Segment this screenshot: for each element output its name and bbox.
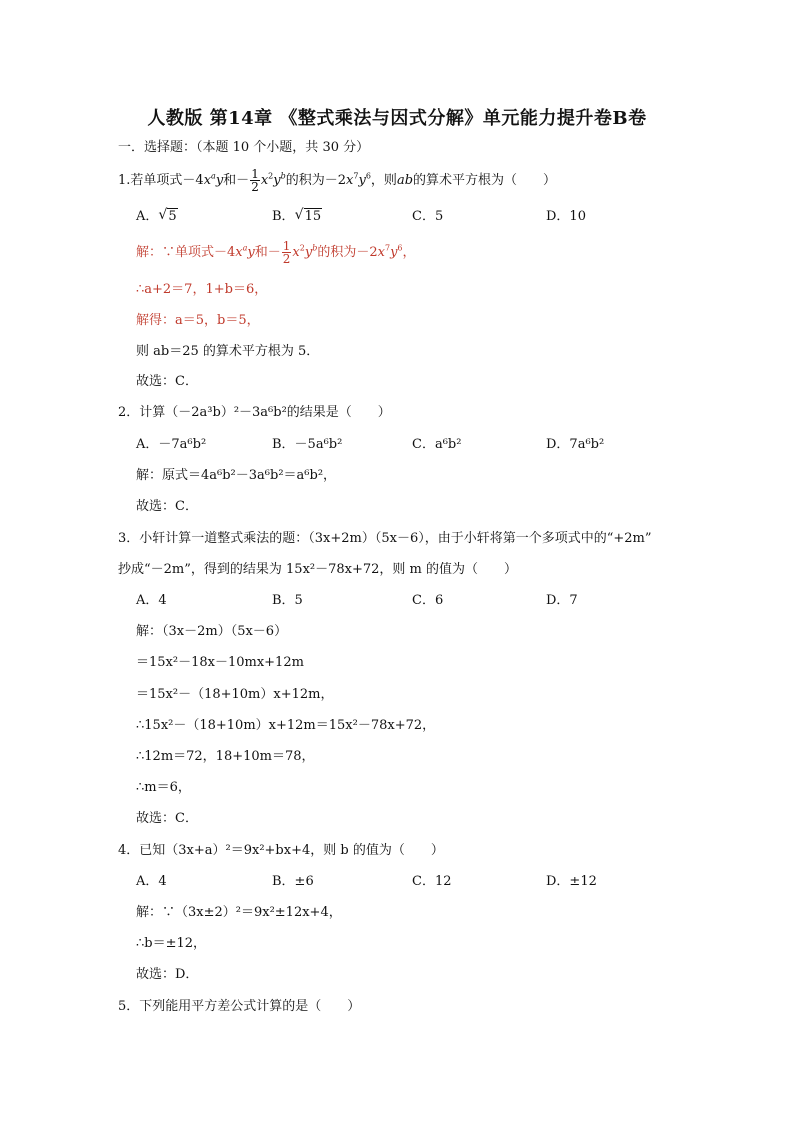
solution-line: ∴15x²－（18+10m）x+12m＝15x²－78x+72， — [136, 718, 436, 733]
sqrt-symbol: √ 5 — [158, 207, 177, 224]
solution-line: ∴b＝±12， — [136, 936, 207, 951]
question-4-stem: 4．已知（3x+a）²＝9x²+bx+4，则 b 的值为（ ） — [118, 843, 444, 858]
solution-line: 解得：a＝5，b＝5， — [136, 313, 260, 328]
solution-line: 解：∵单项式$-4x^ay$和－ $\frac{1}{2}$ $x^2y^b$的积为$-2x^7y^6$， — [136, 239, 416, 266]
option-c: C．6 — [412, 593, 444, 608]
solution-line: ＝15x²－18x－10mx+12m — [136, 655, 304, 670]
solution-answer: 故选：D． — [136, 967, 199, 982]
option-d: D．7a⁶b² — [546, 437, 605, 452]
solution-line: ＝15x²－（18+10m）x+12m， — [136, 687, 334, 702]
option-c: C．12 — [412, 874, 452, 889]
question-5-stem: 5．下列能用平方差公式计算的是（ ） — [118, 999, 361, 1014]
question-3-stem: 3．小轩计算一道整式乘法的题：（3x+2m）（5x－6），由于小轩将第一个多项式中的“+2m” — [118, 531, 652, 546]
section-heading: 一．选择题：（本题 10 个小题，共 30 分） — [118, 140, 370, 155]
solution-answer: 故选：C． — [136, 499, 198, 514]
sqrt-symbol: √ 15 — [294, 207, 322, 224]
option-b: B． √ 15 — [272, 207, 322, 227]
option-c: C．5 — [412, 209, 444, 224]
solution-line: ∴12m＝72，18+10m＝78， — [136, 749, 315, 764]
option-d: D．10 — [546, 209, 586, 224]
solution-answer: 故选：C． — [136, 811, 198, 826]
page-title: 人教版 第14章 《整式乘法与因式分解》单元能力提升卷B卷 — [147, 108, 647, 129]
solution-line: ∴a+2＝7，1+b＝6， — [136, 282, 268, 297]
solution-line: 解：（3x－2m）（5x－6） — [136, 624, 288, 639]
solution-line: 解：原式＝4a⁶b²－3a⁶b²＝a⁶b²， — [136, 468, 337, 483]
option-d: D．±12 — [546, 874, 597, 889]
solution-line: 则 ab＝25 的算术平方根为 5． — [136, 344, 320, 359]
question-2-stem: 2．计算（－2a³b）²－3a⁶b²的结果是（ ） — [118, 405, 391, 420]
solution-line: 解：∵（3x±2）²＝9x²±12x+4， — [136, 905, 342, 920]
option-c: C．a⁶b² — [412, 437, 462, 452]
option-a: A．－7a⁶b² — [136, 437, 207, 452]
question-3-stem: 抄成“－2m”，得到的结果为 15x²－78x+72，则 m 的值为（ ） — [118, 562, 518, 577]
option-a: A．4 — [136, 593, 167, 608]
solution-answer: 故选：C． — [136, 374, 198, 389]
option-b: B．－5a⁶b² — [272, 437, 343, 452]
option-b: B．±6 — [272, 874, 314, 889]
question-number: 1. — [118, 173, 131, 188]
option-b: B．5 — [272, 593, 303, 608]
fraction: $\frac{1}{2}$ — [251, 167, 259, 194]
solution-line: ∴m＝6， — [136, 780, 191, 795]
option-d: D．7 — [546, 593, 578, 608]
question-1-stem: 1.若单项式$-4x^ay$和－ $\frac{1}{2}$ $x^2y^b$的积为$-2x^7y^6$，则ab的算术平方根为（ ） — [118, 167, 557, 194]
option-a: A．4 — [136, 874, 167, 889]
option-a: A． √ 5 — [136, 207, 178, 227]
